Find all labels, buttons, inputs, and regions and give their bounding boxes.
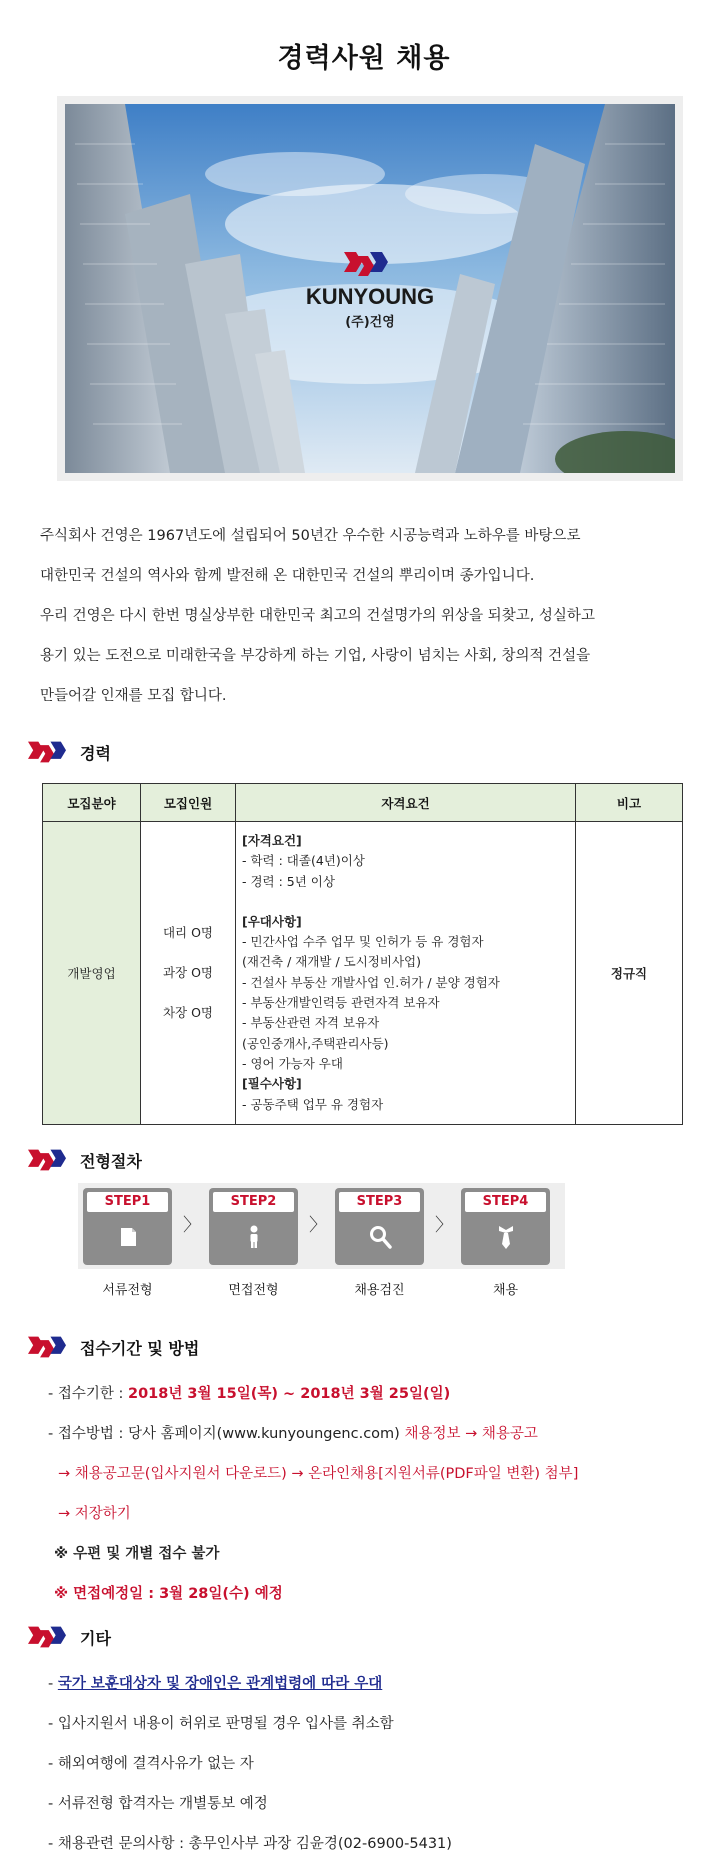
- requirement-line: (재건축 / 재개발 / 도시정비사업): [242, 954, 421, 970]
- kunyoung-logo-icon: [28, 1335, 66, 1359]
- intro-line: 우리 건영은 다시 한번 명실상부한 대한민국 최고의 건설명가의 위상을 되찾고, 성실하고: [40, 608, 595, 624]
- step-2: [209, 1188, 298, 1265]
- document-icon: [115, 1222, 141, 1252]
- section-title: 접수기간 및 방법: [80, 1338, 200, 1358]
- count-item: 대리 O명: [162, 924, 214, 940]
- kunyoung-logo-icon: [28, 740, 66, 764]
- period-label: - 접수기한 :: [48, 1386, 128, 1402]
- step-1: [83, 1188, 172, 1265]
- requirements-cell: [236, 822, 576, 1125]
- etc-bullet: -: [48, 1676, 58, 1692]
- step-tag: STEP2: [213, 1192, 294, 1212]
- step-3: [335, 1188, 424, 1265]
- reception-period: [48, 1382, 450, 1403]
- requirement-line: - 영어 가능자 우대: [242, 1055, 343, 1071]
- hero-image: [65, 104, 675, 473]
- hero-image-frame: [57, 96, 683, 481]
- section-etc-heading: [28, 1625, 111, 1649]
- requirement-heading: [우대사항]: [242, 913, 302, 929]
- person-icon: [241, 1222, 267, 1252]
- etc-text: 채용관련 문의사항 : 총무인사부 과장 김윤경(02-6900-5431): [57, 1836, 452, 1852]
- step-arrow-icon: 〉: [309, 1215, 327, 1236]
- requirement-heading: [필수사항]: [242, 1076, 302, 1092]
- intro-line: 대한민국 건설의 역사와 함께 발전해 온 대한민국 건설의 뿌리이며 종가입니다.: [40, 568, 535, 584]
- notice-no-mail: ※ 우편 및 개별 접수 불가: [54, 1546, 220, 1562]
- step-arrow-icon: 〉: [183, 1215, 201, 1236]
- etc-text: 서류전형 합격자는 개별통보 예정: [57, 1796, 268, 1812]
- page-title: 경력사원 채용: [277, 43, 451, 74]
- brand-sub: (주)건영: [345, 315, 395, 330]
- step-tag: STEP1: [87, 1192, 168, 1212]
- method-path-continued: → 채용공고문(입사지원서 다운로드) → 온라인채용[지원서류(PDF파일 변환) 첨부]: [58, 1466, 579, 1482]
- requirement-spacer: [242, 892, 569, 912]
- step-label: 면접전형: [228, 1283, 279, 1298]
- brand-name: KUNYOUNG: [305, 284, 435, 309]
- step-tag: STEP4: [465, 1192, 546, 1212]
- intro-line: 용기 있는 도전으로 미래한국을 부강하게 하는 기업, 사랑이 넘치는 사회, 창의적 건설을: [40, 648, 591, 664]
- etc-text: 해외여행에 결격사유가 없는 자: [57, 1756, 254, 1772]
- process-steps: [78, 1183, 565, 1269]
- etc-highlight: 국가 보훈대상자 및 장애인은 관계법령에 따라 우대: [57, 1676, 383, 1692]
- etc-item: - 채용관련 문의사항 : 총무인사부 과장 김윤경(02-6900-5431): [48, 1836, 452, 1852]
- method-path-continued: → 저장하기: [58, 1506, 131, 1522]
- reception-method: [48, 1422, 538, 1443]
- section-career-heading: [28, 740, 111, 764]
- column-header: 모집인원: [141, 784, 236, 822]
- requirement-line: - 학력 : 대졸(4년)이상: [242, 853, 365, 869]
- field-cell: 개발영업: [43, 822, 141, 1125]
- section-reception-heading: [28, 1335, 199, 1359]
- step-label: 채용검진: [354, 1283, 405, 1298]
- step-label: 서류전형: [102, 1283, 153, 1298]
- requirement-line: - 부동산관련 자격 보유자: [242, 1015, 380, 1031]
- column-header: 비고: [576, 784, 683, 822]
- requirement-line: - 부동산개발인력등 관련자격 보유자: [242, 995, 440, 1011]
- step-4: [461, 1188, 550, 1265]
- intro-line: 만들어갈 인재를 모집 합니다.: [40, 688, 227, 704]
- table-header-row: [43, 784, 683, 822]
- requirement-line: - 민간사업 수주 업무 및 인허가 등 유 경험자: [242, 934, 484, 950]
- etc-item: [48, 1672, 382, 1693]
- column-header: 모집분야: [43, 784, 141, 822]
- requirement-line: - 건설사 부동산 개발사업 인.허가 / 분양 경험자: [242, 974, 500, 990]
- requirement-heading: [자격요건]: [242, 833, 302, 848]
- section-title: 경력: [80, 743, 111, 763]
- kunyoung-logo-icon: [28, 1148, 66, 1172]
- intro-line: 주식회사 건영은 1967년도에 설립되어 50년간 우수한 시공능력과 노하우를 바탕으로: [40, 528, 581, 544]
- count-item: 과장 O명: [162, 964, 214, 980]
- step-label: 채용: [492, 1283, 519, 1298]
- notice-interview-date: ※ 면접예정일 : 3월 28일(수) 예정: [54, 1586, 283, 1602]
- note-cell: 정규직: [576, 822, 683, 1125]
- section-process-heading: [28, 1148, 142, 1172]
- section-title: 기타: [80, 1628, 111, 1648]
- requirement-line: (공인중개사,주택관리사등): [242, 1035, 389, 1051]
- period-value: 2018년 3월 15일(목) ~ 2018년 3월 25일(일): [127, 1386, 451, 1402]
- requirement-line: - 경력 : 5년 이상: [242, 873, 335, 889]
- count-item: 차장 O명: [162, 1004, 214, 1020]
- step-tag: STEP3: [339, 1192, 420, 1212]
- step-arrow-icon: 〉: [435, 1215, 453, 1236]
- column-header: 자격요건: [236, 784, 576, 822]
- etc-item: - 입사지원서 내용이 허위로 판명될 경우 입사를 취소함: [48, 1716, 394, 1732]
- requirement-line: - 공동주택 업무 유 경험자: [242, 1096, 384, 1112]
- intro-paragraph: [40, 516, 682, 716]
- apartment-sky-illustration: [65, 104, 675, 473]
- method-path: 채용정보 → 채용공고: [404, 1426, 538, 1442]
- tie-icon: [493, 1222, 519, 1252]
- kunyoung-logo-icon: [28, 1625, 66, 1649]
- method-label: - 접수방법 : 당사 홈페이지(www.kunyoungenc.com): [48, 1426, 405, 1442]
- table-row: [43, 822, 683, 1125]
- count-cell: [141, 822, 236, 1125]
- recruitment-table: [42, 783, 683, 1125]
- section-title: 전형절차: [80, 1151, 142, 1171]
- magnifier-icon: [367, 1222, 393, 1252]
- etc-item: - 서류전형 합격자는 개별통보 예정: [48, 1796, 268, 1812]
- etc-text: 입사지원서 내용이 허위로 판명될 경우 입사를 취소함: [57, 1716, 394, 1732]
- etc-item: - 해외여행에 결격사유가 없는 자: [48, 1756, 254, 1772]
